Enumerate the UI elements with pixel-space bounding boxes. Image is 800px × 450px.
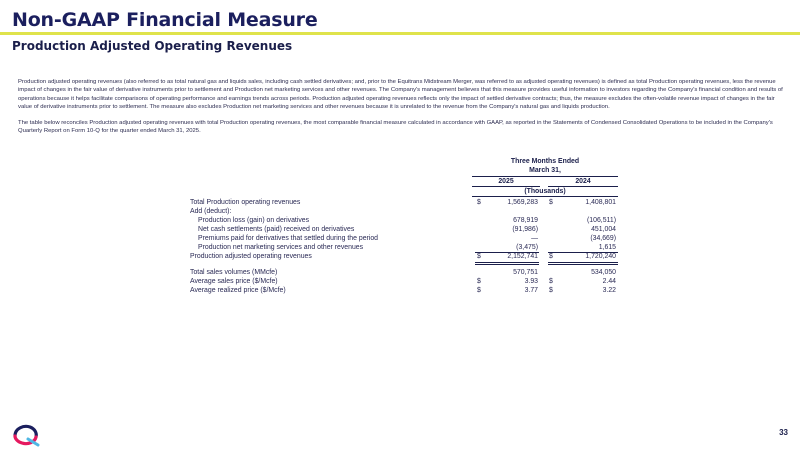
table-row (190, 226, 620, 235)
units-underline (472, 196, 618, 197)
reconciliation-paragraph: The table below reconciles Production adjusted operating revenues with total Production operating revenues, the most comparable financial measure calculated in accordance with GAAP, as reported in the Statements of Condensed Consolidated Operations to be included in the Company's Quarterly Report on Form 10-Q for the quarter ended March 31, 2025. (18, 120, 773, 135)
header-rule (0, 32, 800, 35)
definition-paragraph: Production adjusted operating revenues (also referred to as total natural gas and liquids sales, including cash settled derivatives; and, prior to the Equitrans Midstream Merger, was referred to as adjusted operating revenues) is defined as total Production operating revenues, less the revenue impact of changes in the fair value of derivative instruments prior to settlement and Production net marketing services and other revenues. The Company's management believes that this measure provides useful information to investors regarding the Company's financial condition and results of operations because it helps facilitate comparisons of operating performance and earnings trends across periods. Production adjusted operating revenues reflects only the impact of settled derivative contracts; thus, the measure excludes the often-volatile revenue impact of changes in the fair value of derivative instruments prior to settlement. The measure also excludes Production net marketing services and other revenues because it is unrelated to the revenue from the Company's natural gas and liquids production. (18, 79, 783, 110)
value-2025: (3,475) (516, 244, 538, 251)
row-label: Production loss (gain) on derivatives (198, 217, 310, 224)
value-2025: 3.77 (524, 287, 538, 294)
value-2024: (34,669) (590, 235, 616, 242)
value-2025: 570,751 (513, 269, 538, 276)
row-label: Production net marketing services and other revenues (198, 244, 364, 251)
column-header-2024: 2024 (575, 178, 591, 185)
total-double-underline-2025-b (475, 264, 539, 265)
row-label: Total Production operating revenues (190, 199, 301, 206)
header-rule-bar (0, 32, 800, 35)
currency-symbol: $ (549, 278, 553, 285)
page-number: 33 (779, 428, 788, 437)
column-header-2025: 2025 (498, 178, 514, 185)
currency-symbol: $ (477, 278, 481, 285)
value-2025: (91,986) (512, 226, 538, 233)
value-2024: 534,050 (591, 269, 616, 276)
value-2024: (106,511) (587, 217, 616, 224)
period-header-underline (472, 176, 618, 177)
period-header-line2: March 31, (529, 167, 561, 174)
value-2024: 1,720,240 (585, 253, 616, 260)
table-row (190, 253, 620, 262)
currency-symbol: $ (477, 199, 481, 206)
section-subtitle: Production Adjusted Operating Revenues (12, 39, 293, 53)
row-label: Premiums paid for derivatives that settled during the period (198, 235, 379, 242)
logo-navy-arc (15, 426, 36, 437)
value-2025: 1,569,283 (507, 199, 538, 206)
value-2024: 451,004 (591, 226, 616, 233)
value-2025: 2,152,741 (507, 253, 538, 260)
row-label: Average realized price ($/Mcfe) (190, 287, 286, 294)
row-label: Add (deduct): (190, 208, 232, 215)
column-2024-underline (548, 186, 618, 187)
table-row (190, 287, 620, 296)
value-2024: 2.44 (602, 278, 616, 285)
table-row (190, 269, 620, 278)
value-2024: 1,408,801 (585, 199, 616, 206)
currency-symbol: $ (549, 199, 553, 206)
currency-symbol: $ (477, 253, 481, 260)
currency-symbol: $ (477, 287, 481, 294)
page-title: Non-GAAP Financial Measure (12, 9, 318, 31)
table-row (190, 235, 620, 244)
value-2024: 3.22 (602, 287, 616, 294)
table-row (190, 278, 620, 287)
table-row (190, 208, 620, 217)
row-label: Total sales volumes (MMcfe) (190, 269, 278, 276)
company-logo-icon (11, 423, 41, 447)
row-label: Average sales price ($/Mcfe) (190, 278, 278, 285)
table-row (190, 217, 620, 226)
value-2025: 678,919 (513, 217, 538, 224)
value-2025: 3.93 (524, 278, 538, 285)
total-double-underline-2024-b (548, 264, 618, 265)
row-label: Production adjusted operating revenues (190, 253, 312, 260)
value-2024: 1,615 (598, 244, 616, 251)
column-2025-underline (472, 186, 540, 187)
value-2025: — (531, 235, 538, 242)
table-row (190, 199, 620, 208)
currency-symbol: $ (549, 253, 553, 260)
units-header: (Thousands) (524, 188, 566, 195)
row-label: Net cash settlements (paid) received on derivatives (198, 226, 355, 233)
currency-symbol: $ (549, 287, 553, 294)
period-header-line1: Three Months Ended (510, 158, 580, 165)
